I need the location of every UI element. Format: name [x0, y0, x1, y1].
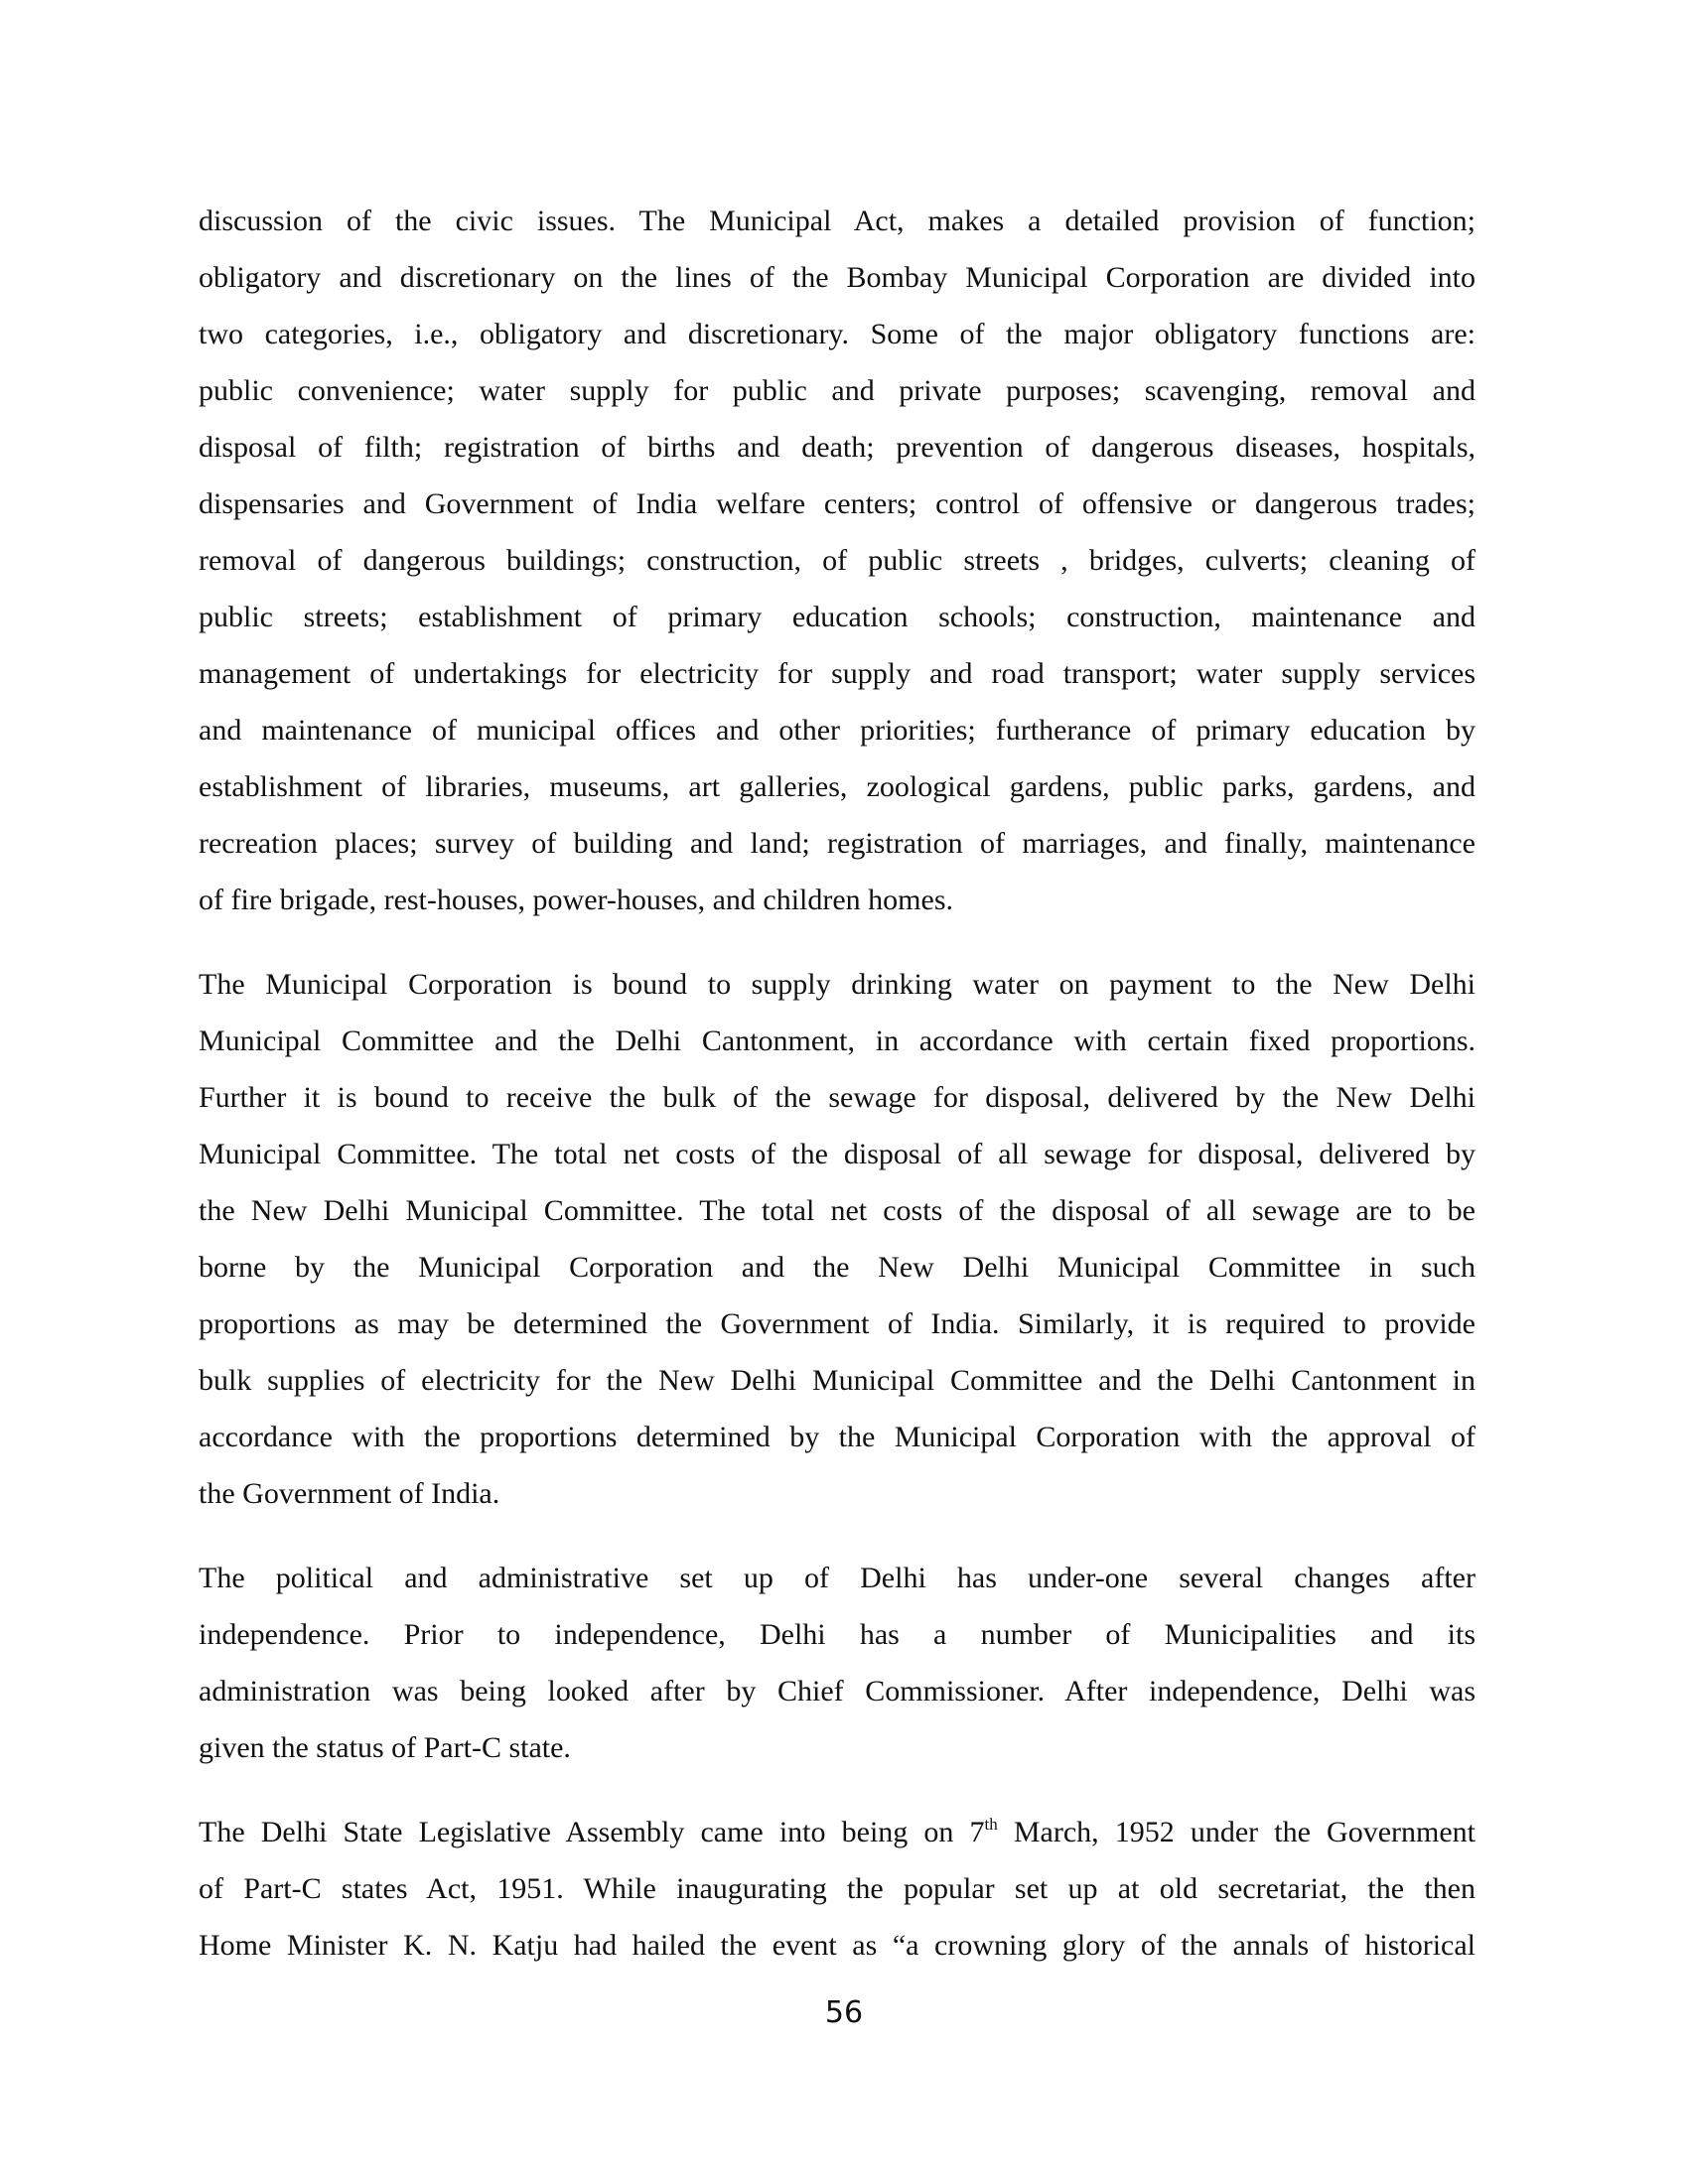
text-line: Home Minister K. N. Katju had hailed the event as “a crowning glory of the annals of historical	[199, 1929, 1476, 1962]
text-line: of fire brigade, rest-houses, power-houses, and children homes.	[199, 884, 954, 916]
text-line: Municipal Committee and the Delhi Cantonment, in accordance with certain fixed proportions.	[199, 1024, 1476, 1057]
text-line: proportions as may be determined the Government of India. Similarly, it is required to provide	[199, 1307, 1476, 1340]
text-line: independence. Prior to independence, Delhi has a number of Municipalities and its	[199, 1618, 1476, 1651]
text-line: obligatory and discretionary on the lines of the Bombay Municipal Corporation are divided into	[199, 261, 1476, 294]
text-line: Further it is bound to receive the bulk of the sewage for disposal, delivered by the New Delhi	[199, 1081, 1476, 1114]
text-segment: The Delhi State Legislative Assembly came into being on 7	[199, 1816, 985, 1848]
paragraph-water-sewage	[199, 956, 1476, 1522]
text-line: recreation places; survey of building and land; registration of marriages, and finally, maintenance	[199, 827, 1476, 860]
text-line: and maintenance of municipal offices and other priorities; furtherance of primary education by	[199, 714, 1476, 747]
text-line: disposal of filth; registration of births and death; prevention of dangerous diseases, hospitals,	[199, 431, 1476, 464]
text-line	[199, 1804, 1476, 1860]
paragraph-legislative-assembly	[199, 1804, 1476, 1974]
text-line: Municipal Committee. The total net costs of the disposal of all sewage for disposal, delivered by	[199, 1138, 1476, 1170]
text-line: accordance with the proportions determined by the Municipal Corporation with the approval of	[199, 1421, 1476, 1453]
page-number: 56	[824, 1995, 864, 2030]
text-line: of Part-C states Act, 1951. While inaugurating the popular set up at old secretariat, the then	[199, 1872, 1476, 1905]
text-line: The political and administrative set up of Delhi has under-one several changes after	[199, 1562, 1476, 1594]
text-line: bulk supplies of electricity for the New Delhi Municipal Committee and the Delhi Cantonment in	[199, 1364, 1476, 1397]
text-line: the New Delhi Municipal Committee. The total net costs of the disposal of all sewage are to be	[199, 1194, 1476, 1227]
paragraph-municipal-functions	[199, 193, 1476, 928]
text-line: the Government of India.	[199, 1477, 500, 1510]
text-line: dispensaries and Government of India welfare centers; control of offensive or dangerous trades;	[199, 487, 1476, 520]
text-line: public streets; establishment of primary education schools; construction, maintenance and	[199, 601, 1476, 633]
text-line: two categories, i.e., obligatory and discretionary. Some of the major obligatory functions are:	[199, 318, 1476, 350]
text-line: administration was being looked after by Chief Commissioner. After independence, Delhi was	[199, 1675, 1476, 1707]
text-segment: March, 1952 under the Government	[997, 1816, 1476, 1848]
text-line: given the status of Part-C state.	[199, 1731, 571, 1764]
paragraph-political-setup	[199, 1550, 1476, 1776]
ordinal-superscript: th	[984, 1815, 998, 1834]
text-line: borne by the Municipal Corporation and the New Delhi Municipal Committee in such	[199, 1251, 1476, 1284]
text-line: management of undertakings for electricity for supply and road transport; water supply services	[199, 657, 1476, 690]
body-text	[199, 193, 1476, 2001]
text-line: establishment of libraries, museums, art galleries, zoological gardens, public parks, gardens, and	[199, 770, 1476, 803]
text-line: public convenience; water supply for public and private purposes; scavenging, removal and	[199, 374, 1476, 407]
text-line: removal of dangerous buildings; construction, of public streets , bridges, culverts; cleaning of	[199, 544, 1476, 577]
text-line: discussion of the civic issues. The Municipal Act, makes a detailed provision of function;	[199, 205, 1476, 237]
text-line: The Municipal Corporation is bound to supply drinking water on payment to the New Delhi	[199, 968, 1476, 1001]
